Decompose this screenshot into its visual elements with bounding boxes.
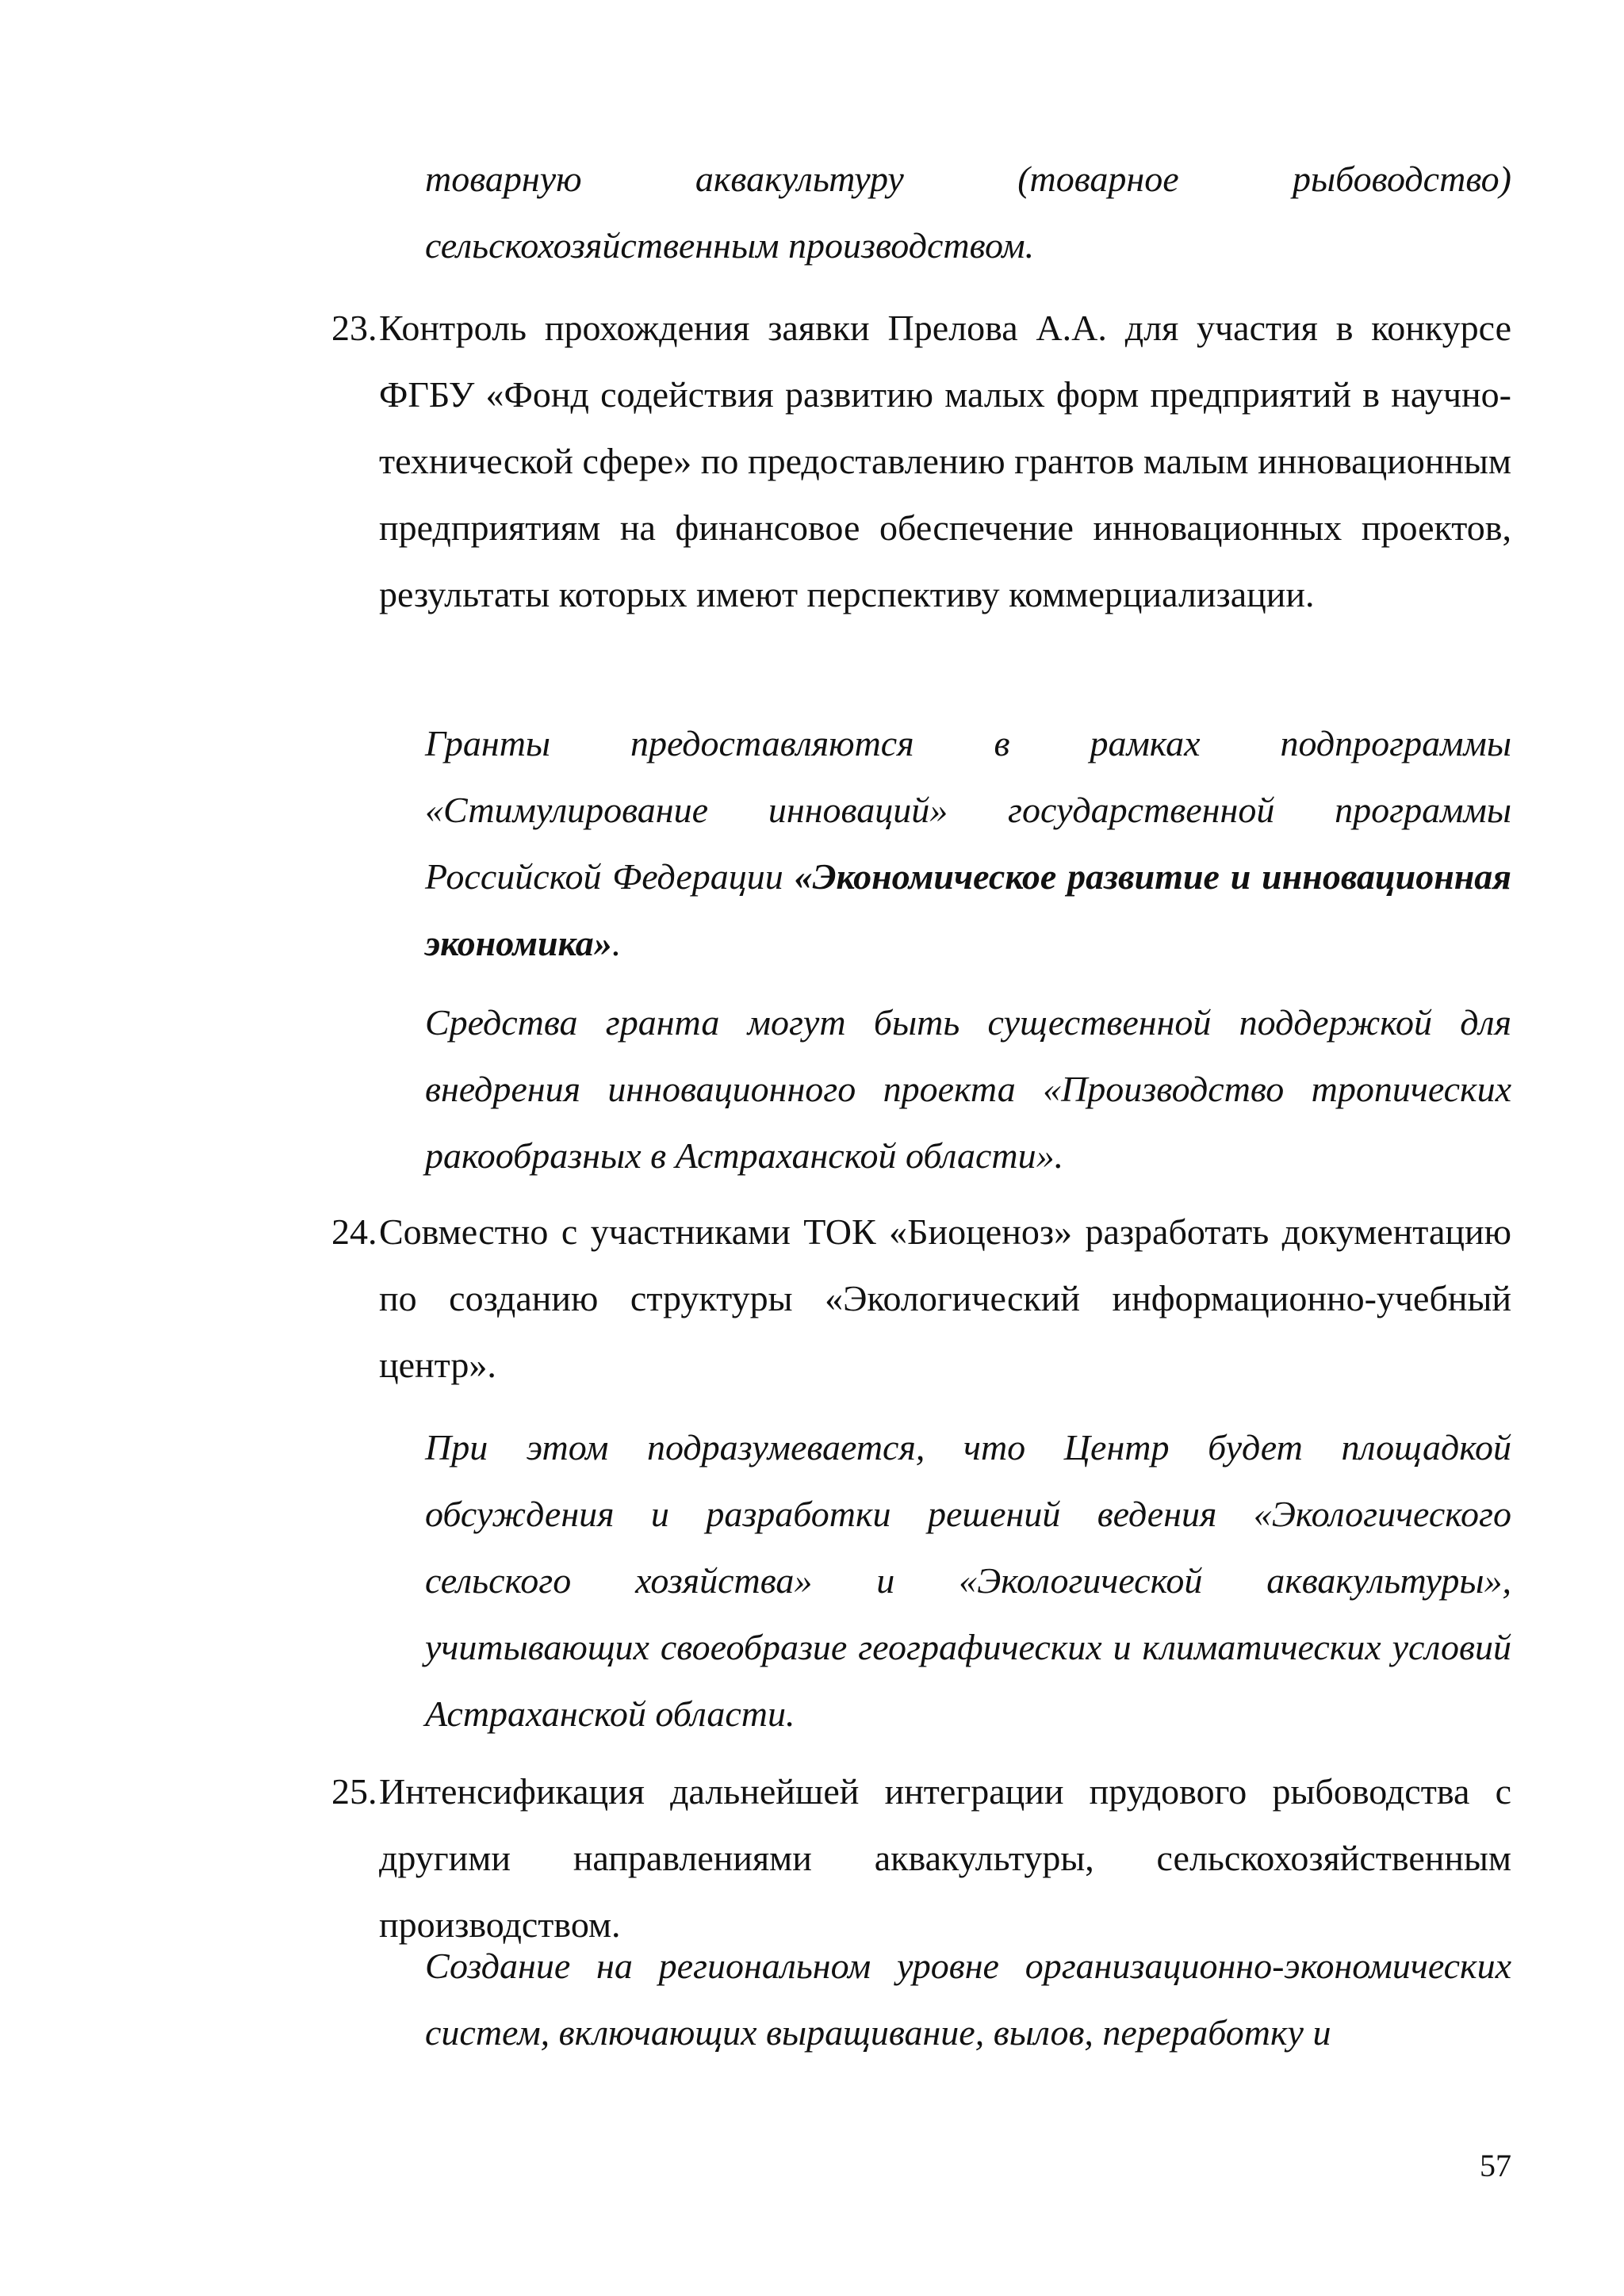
list-item-23 — [331, 295, 1511, 628]
item-number: 23. — [331, 308, 377, 348]
item-text: Интенсификация дальнейшей интеграции прудового рыбоводства с другими направлениями аквакультуры, сельскохозяйственным производством. — [379, 1771, 1511, 1945]
item-text: Совместно с участниками ТОК «Биоценоз» разработать документацию по созданию структуры «Экологический информационно-учебный центр». — [379, 1211, 1511, 1385]
page-number: 57 — [1480, 2148, 1511, 2183]
item-number: 24. — [331, 1211, 377, 1252]
program-title: «Экономическое развитие и инновационная экономика» — [425, 856, 1511, 963]
list-item-25 — [331, 1758, 1511, 1958]
item-24-note-1: При этом подразумевается, что Центр будет площадкой обсуждения и разработки решений ведения «Экологического сельского хозяйства» и «Экологической аквакультуры», учитывающих своеобразие географических и климатических условий Астраханской области. — [425, 1427, 1511, 1734]
note-text-end: . — [611, 923, 622, 963]
item-text: Контроль прохождения заявки Прелова А.А. для участия в конкурсе ФГБУ «Фонд содействия развитию малых форм предприятий в научно-технической сфере» по предоставлению грантов малым инновационным предприятиям на финансовое обеспечение инновационных проектов, результаты которых имеют перспективу коммерциализации. — [379, 308, 1511, 614]
list-item-24 — [331, 1199, 1511, 1399]
item-23-note-1 — [425, 710, 1511, 977]
top-continuation-note: товарную аквакультуру (товарное рыбоводство) сельскохозяйственным производством. — [425, 159, 1511, 266]
item-23-note-2: Средства гранта могут быть существенной поддержкой для внедрения инновационного проекта «Производство тропических ракообразных в Астраханской области». — [425, 1002, 1511, 1176]
note-text: Гранты предоставляются в рамках подпрограммы «Стимулирование инноваций» государственной программы Российской Федерации — [425, 723, 1511, 897]
item-25-note-1: Создание на региональном уровне организационно-экономических систем, включающих выращивание, вылов, переработку и — [425, 1946, 1511, 2053]
item-number: 25. — [331, 1771, 377, 1812]
